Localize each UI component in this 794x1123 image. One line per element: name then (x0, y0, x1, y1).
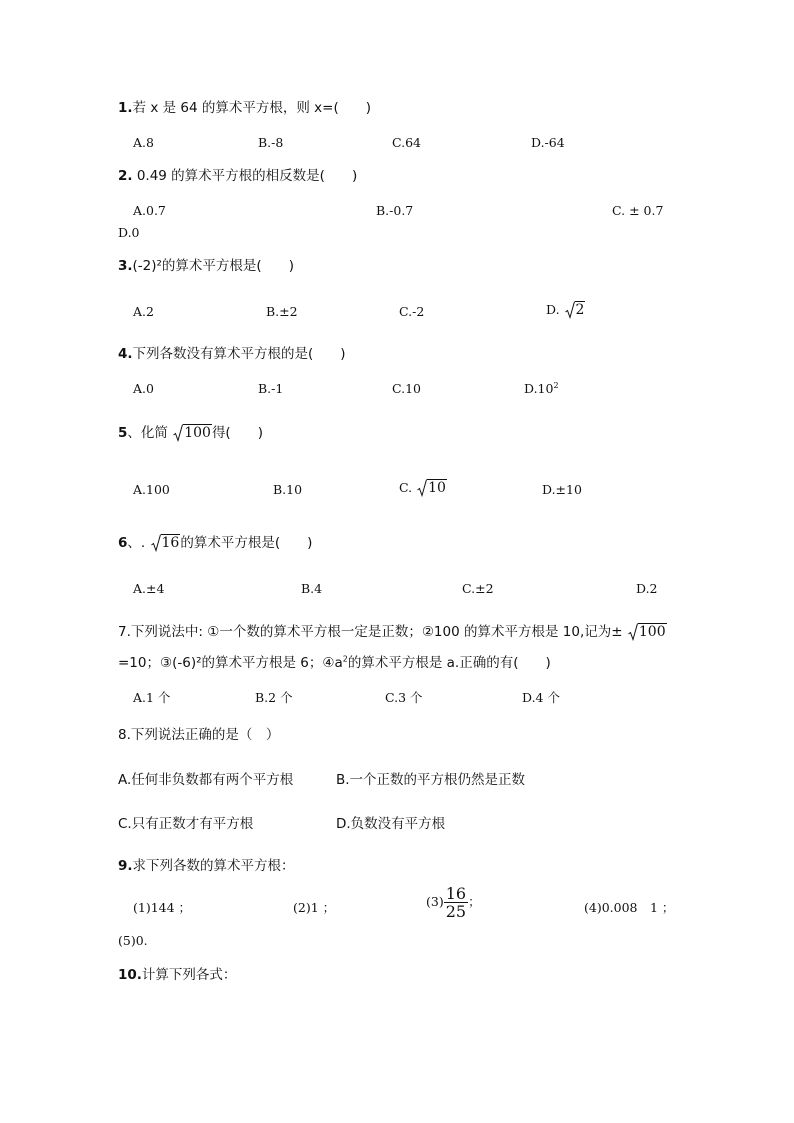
q4-option-c: C.10 (392, 381, 421, 396)
question-number: 2. (118, 168, 133, 184)
question-number: 10. (118, 967, 142, 983)
q5-option-b: B.10 (273, 482, 303, 497)
question-text: 0.49 的算术平方根的相反数是( ) (132, 168, 358, 184)
q3-option-a: A.2 (133, 304, 154, 319)
q4-option-d (524, 380, 559, 398)
q1-option-a: A.8 (133, 135, 154, 150)
question-8: 8.下列说法正确的是（ ） (118, 727, 280, 743)
numerator: 16 (445, 884, 467, 903)
radicand: 10 (428, 480, 446, 496)
q2-option-d: D.0 (118, 225, 140, 240)
question-10 (118, 966, 236, 984)
q3-option-c: C.-2 (399, 304, 425, 319)
q9-item-5: (5)0. (118, 933, 148, 948)
q2-option-c: C. ± 0.7 (612, 203, 664, 218)
q7-option-c: C.3 个 (385, 690, 423, 705)
sqrt-symbol (173, 424, 212, 442)
question-9 (118, 857, 295, 875)
q1-option-c: C.64 (392, 135, 421, 150)
sqrt-symbol (565, 301, 586, 319)
q6-option-d: D.2 (636, 581, 658, 596)
question-7-line-2 (118, 654, 551, 672)
sqrt-symbol (417, 479, 447, 497)
question-text: 下列各数没有算术平方根的是( ) (132, 346, 346, 362)
q2-option-b: B.-0.7 (376, 203, 414, 218)
q6-option-c: C.±2 (462, 581, 494, 596)
question-text-post: 的算术平方根是 a.正确的有( ) (347, 655, 551, 671)
sqrt-symbol (151, 534, 181, 552)
q1-option-b: B.-8 (258, 135, 284, 150)
q1-option-d: D.-64 (531, 135, 565, 150)
q8-option-b: B.一个正数的平方根仍然是正数 (336, 772, 526, 788)
q9-item-4: (4)0.008 1 ； (584, 900, 675, 915)
q8-option-c: C.只有正数才有平方根 (118, 816, 254, 832)
item-label: (3) (426, 894, 444, 909)
question-number: 6 (118, 535, 128, 551)
question-1 (118, 99, 371, 117)
radicand: 100 (638, 624, 666, 640)
q5-option-d: D.±10 (542, 482, 582, 497)
item-suffix: ； (468, 894, 481, 909)
q6-option-b: B.4 (301, 581, 323, 596)
question-text-pre: =10；③(-6)²的算术平方根是 6；④a (118, 655, 343, 671)
radicand: 100 (184, 425, 211, 441)
q9-item-1: (1)144 ； (133, 900, 192, 915)
question-text: 若 x 是 64 的算术平方根，则 x=( ) (132, 100, 371, 116)
q9-item-3 (426, 885, 481, 920)
q3-option-d (546, 301, 585, 319)
question-6 (118, 534, 312, 552)
exponent: 2 (553, 380, 559, 390)
question-number: 4. (118, 346, 133, 362)
question-3 (118, 257, 294, 275)
question-text-post: 得( ) (211, 425, 263, 441)
q5-option-a: A.100 (133, 482, 170, 497)
q9-item-2: (2)1 ； (293, 900, 336, 915)
q3-option-b: B.±2 (266, 304, 298, 319)
question-text-pre: 、化简 (127, 425, 168, 441)
question-number: 9. (118, 858, 133, 874)
q6-option-a: A.±4 (133, 581, 165, 596)
q4-option-b: B.-1 (258, 381, 284, 396)
denominator: 25 (445, 902, 467, 921)
question-number: 7. (118, 624, 131, 640)
option-label: D. (546, 302, 560, 317)
question-text: 求下列各数的算术平方根： (132, 858, 295, 874)
question-2 (118, 167, 357, 185)
q5-option-c (399, 479, 447, 497)
q8-option-a: A.任何非负数都有两个平方根 (118, 772, 294, 788)
question-number: 3. (118, 258, 133, 274)
q7-option-a: A.1 个 (133, 690, 171, 705)
question-number: 1. (118, 100, 133, 116)
question-4 (118, 345, 346, 363)
fraction (444, 885, 468, 920)
option-label: C. (399, 480, 413, 495)
question-5 (118, 424, 263, 442)
radicand: 2 (575, 302, 585, 318)
q7-option-d: D.4 个 (522, 690, 560, 705)
q4-option-a: A.0 (133, 381, 154, 396)
q2-option-a: A.0.7 (133, 203, 166, 218)
exponent: 2 (342, 654, 348, 664)
option-base: D.10 (524, 381, 554, 396)
question-text: (-2)²的算术平方根是( ) (132, 258, 294, 274)
question-text-pre: 、. (127, 535, 146, 551)
radicand: 16 (161, 535, 180, 551)
question-text: 下列说法中: ①一个数的算术平方根一定是正数；②100 的算术平方根是 10,记为± (130, 624, 623, 640)
q8-option-d: D.负数没有平方根 (336, 816, 446, 832)
question-text: 计算下列各式： (141, 967, 237, 983)
question-7-line-1 (118, 623, 667, 641)
sqrt-symbol (628, 623, 667, 641)
q7-option-b: B.2 个 (255, 690, 293, 705)
question-number: 5 (118, 425, 128, 441)
question-text-post: 的算术平方根是( ) (180, 535, 313, 551)
